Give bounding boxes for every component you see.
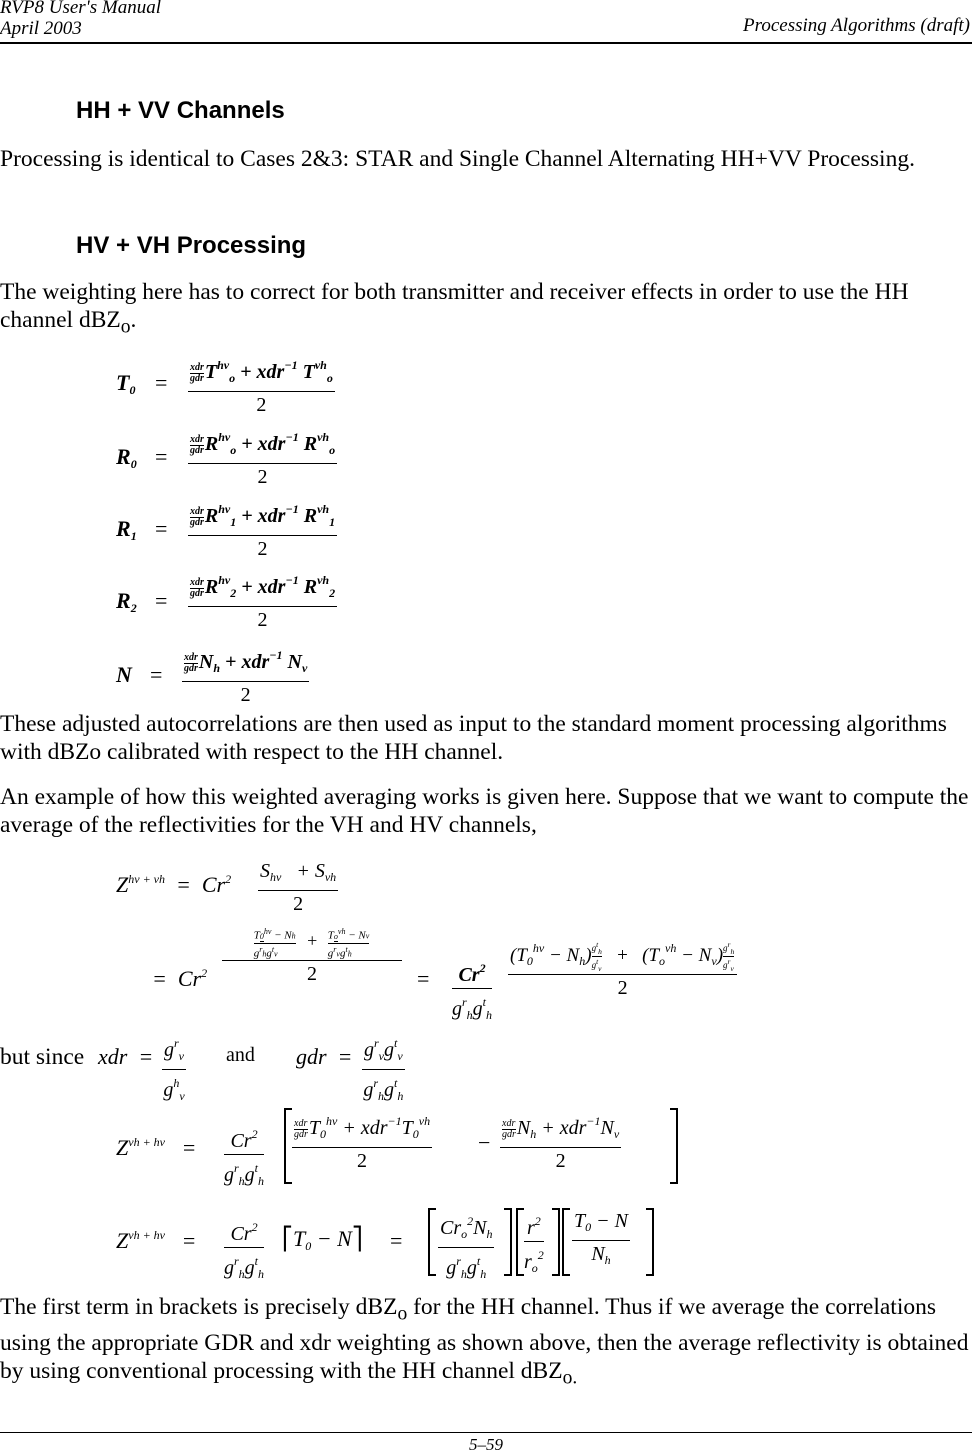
eq-t0-b: T <box>302 361 315 383</box>
eq-r2-xdr: xdr <box>190 576 204 588</box>
eq-zvh-gg: $g^r_hg^t_h$ <box>224 1161 265 1188</box>
eq-xdr-lhs: xdr = <box>98 1044 154 1069</box>
eq-zvh-left-bracket <box>284 1108 292 1184</box>
eq-n-lhs: N <box>116 662 132 687</box>
eq-t0-plus-xdr: + xdr <box>240 361 285 383</box>
eq-xdr-num: $g^r_v$ <box>164 1036 184 1063</box>
eq-r0-denominator: 2 <box>257 466 268 488</box>
eq-r0-gdr: gdr <box>190 444 204 456</box>
eq-r0-b-sup: vh <box>317 430 330 444</box>
eq-t0-lhs: T <box>116 370 130 395</box>
eq-r0-a: R <box>204 433 219 455</box>
eq-zfinal-gg: $g^r_hg^t_h$ <box>224 1254 265 1281</box>
paragraph-first-term-a: The first term in brackets is precisely dBZ <box>0 1294 398 1320</box>
eq-z-numerator: $S_{hv} + S_{vh}$ <box>260 860 337 884</box>
eq-r2-plus-xdr: + xdr <box>241 576 286 598</box>
eq-zvh-term1-two: 2 <box>357 1150 368 1172</box>
eq-r0-equals: = <box>155 444 168 469</box>
eq-zfinal-b1-den: $g^r_hg^t_h$ <box>446 1254 487 1281</box>
eq-gdr-den: $g^r_hg^t_h$ <box>363 1076 404 1103</box>
eq-zvh-term1-num: xdr gdr $T_0^{hv} + xdr^{-1}T_0^{vh}$ <box>294 1114 431 1141</box>
paragraph-adjusted: These adjusted autocorrelations are then used as input to the standard moment processing algorithms with dBZo calibrated with respect to the HH channel. <box>0 711 947 765</box>
eq-zfinal-b1-right <box>504 1208 512 1276</box>
paragraph-first-term <box>0 1293 972 1392</box>
eq-t0-denominator: 2 <box>256 394 267 416</box>
paragraph-first-term-sub2: o. <box>562 1367 578 1389</box>
eq-n-plus-xdr: + xdr <box>225 651 270 673</box>
eq-t0-b-sup: vh <box>314 358 327 372</box>
eq-zfinal-b3-right <box>646 1208 654 1276</box>
eq-xdr-den: $g^h_v$ <box>163 1076 185 1103</box>
eq-r0-plus-xdr: + xdr <box>241 433 286 455</box>
eq-r0-b: R <box>303 433 318 455</box>
eq-t0-equals: = <box>155 370 168 395</box>
eq-n-denominator: 2 <box>240 684 251 706</box>
paragraph-hvvh-sub: o <box>120 316 131 338</box>
header-manual-name: RVP8 User's Manual <box>0 0 161 18</box>
eq-z-line2-rhs-num: $(T_0^{hv} - N_h)$ $g^t_h$ $g^t_v$ + $(T_o^{vh} - N_v)$ $g^r_h$ $g^r_v$ <box>510 940 735 973</box>
eq-r0-xdr: xdr <box>190 433 204 445</box>
eq-t0-a-sub: o <box>229 371 236 385</box>
eq-r0-lhs: R <box>116 444 131 469</box>
eq-zfinal-b3-left <box>562 1208 570 1276</box>
eq-r2-denominator: 2 <box>257 609 268 631</box>
eq-r2-b: R <box>303 576 318 598</box>
paragraph-first-term-sub: o <box>397 1303 408 1325</box>
eq-r1-b: R <box>303 505 318 527</box>
eq-r2-equals: = <box>155 588 168 613</box>
eq-t0-gdr: gdr <box>190 372 204 384</box>
eq-n-xdr: xdr <box>184 651 198 663</box>
eq-t0-inv: −1 <box>284 358 298 372</box>
paragraph-hvvh <box>0 278 972 342</box>
eq-t0-a-sup: hv <box>217 358 230 372</box>
eq-r1-lhs-sub: 1 <box>130 529 137 543</box>
eq-gdr-num: $g^r_vg^t_v$ <box>364 1036 403 1063</box>
eq-r0-lhs-sub: 0 <box>130 457 137 471</box>
eq-zfinal-bracket-term: $⎡T_0$ − N⎤ <box>282 1226 363 1253</box>
header-manual-title <box>0 0 161 39</box>
eq-r2-inv: −1 <box>285 573 299 587</box>
paragraph-example: An example of how this weighted averaging works is given here. Suppose that we want to compute the average of the reflectivities for the VH and HV channels, <box>0 784 969 838</box>
eq-zfinal-equals: = <box>390 1228 403 1253</box>
eq-z-line2-two: 2 <box>307 963 317 986</box>
eq-r0-a-sup: hv <box>218 430 231 444</box>
eq-z-line2-rhs-two: 2 <box>617 977 628 999</box>
eq-r1-denominator: 2 <box>257 538 268 560</box>
eq-zvh-term2-two: 2 <box>555 1150 566 1172</box>
eq-zfinal-b2-right <box>552 1208 560 1276</box>
eq-zfinal-cr2: Cr$^2$ <box>230 1220 258 1245</box>
eq-r1-xdr: xdr <box>190 505 204 517</box>
section-heading-hhvv: HH + VV Channels <box>76 97 285 124</box>
eq-r1-gdr: gdr <box>190 516 204 528</box>
eq-r2-a: R <box>204 576 219 598</box>
eq-r2-b-sub: 2 <box>329 586 336 600</box>
section-heading-hvvh: HV + VH Processing <box>76 232 307 259</box>
eq-r1-equals: = <box>155 516 168 541</box>
eq-zfinal-b3-den: $N_h$ <box>591 1243 611 1267</box>
eq-r1-a: R <box>204 505 219 527</box>
eq-zvh-right-bracket <box>670 1108 678 1184</box>
header-rule <box>0 42 972 44</box>
eq-t0-xdr: xdr <box>190 361 204 373</box>
footer-rule <box>0 1432 972 1433</box>
eq-r1-plus-xdr: + xdr <box>241 505 286 527</box>
eq-z-line2-cr2: Cr$^2$ <box>458 961 486 986</box>
eq-n-b: N <box>287 651 302 673</box>
eq-zvh-cr2: Cr$^2$ <box>230 1127 258 1152</box>
eq-t0-b-sub: o <box>326 371 333 385</box>
eq-r2-lhs-sub: 2 <box>130 601 137 615</box>
eq-n-gdr: gdr <box>184 662 198 674</box>
eq-n-b-sub: v <box>301 661 308 675</box>
header-chapter-title: Processing Algorithms (draft) <box>743 15 970 36</box>
but-since-label: but since <box>0 1044 85 1070</box>
header-date: April 2003 <box>0 18 82 39</box>
eq-r0-a-sub: o <box>230 443 237 457</box>
eq-zvh-lhs: $Z^{vh + hv}$ = <box>116 1135 197 1160</box>
eq-r2-b-sup: vh <box>317 573 330 587</box>
eq-z-line2-numerator: $T0^{hv} - Nh$ $g^rhg^tv$ + $To^{vh} - Nv$ $g^rvg^th$ <box>253 927 370 960</box>
eq-t0-lhs-sub: 0 <box>129 383 136 397</box>
eq-zvh-term2-num: xdr gdr $N_h + xdr^{-1}N_v$ <box>502 1114 620 1141</box>
and-label: and <box>226 1044 255 1066</box>
eq-r0-b-sub: o <box>329 443 336 457</box>
eq-zfinal-b1-num: $Cr_o^2N_h$ <box>440 1214 493 1241</box>
eq-r1-b-sub: 1 <box>329 515 336 529</box>
eq-n-a: N <box>198 651 214 673</box>
eq-gdr-lhs: gdr = <box>296 1044 353 1069</box>
eq-z-line2-equals: = <box>417 966 430 991</box>
eq-r0-inv: −1 <box>285 430 299 444</box>
eq-r1-a-sup: hv <box>218 502 231 516</box>
eq-zfinal-lhs: $Z^{vh + hv}$ = <box>116 1228 197 1253</box>
eq-r2-lhs: R <box>116 588 131 613</box>
footer-page-number: 5–59 <box>469 1435 503 1454</box>
eq-zfinal-b2-den: $r_o^2$ <box>524 1248 544 1275</box>
equation-z-average: $Z^{hv + vh} = Cr^2$ <box>116 872 232 897</box>
paragraph-hvvh-text: The weighting here has to correct for both transmitter and receiver effects in order to use the HH channel dBZ <box>0 279 909 333</box>
eq-n-a-sub: h <box>213 661 221 675</box>
eq-zvh-minus: − <box>478 1130 491 1155</box>
paragraph-hhvv: Processing is identical to Cases 2&3: STAR and Single Channel Alternating HH+VV Processing. <box>0 146 915 172</box>
eq-r1-a-sub: 1 <box>230 515 237 529</box>
eq-zfinal-b2-num: $r^2$ <box>527 1214 541 1239</box>
eq-r2-a-sup: hv <box>218 573 231 587</box>
eq-zfinal-b3-num: $T_0 - N$ <box>574 1210 628 1234</box>
paragraph-hvvh-end: . <box>130 307 137 333</box>
eq-r2-gdr: gdr <box>190 587 204 599</box>
eq-r1-inv: −1 <box>285 502 299 516</box>
eq-z-line2-prefix: = Cr$^2$ <box>152 966 208 991</box>
eq-n-inv: −1 <box>269 648 283 662</box>
eq-r1-b-sup: vh <box>317 502 330 516</box>
paragraph-first-term-b: for the HH channel. Thus if we average the correlations using the appropriate GDR and xdr weighting as shown above, then the average reflectivity is obtained by using conventional processing with the HH channel dBZ <box>0 1294 969 1384</box>
eq-zfinal-b1-left <box>428 1208 436 1276</box>
eq-n-equals: = <box>150 662 163 687</box>
eq-zfinal-b2-left <box>516 1208 524 1276</box>
eq-r1-lhs: R <box>116 516 131 541</box>
eq-t0-a: T <box>204 361 218 383</box>
eq-z-line2-gg: $g^r_hg^t_h$ <box>452 995 493 1022</box>
eq-r2-a-sub: 2 <box>230 586 237 600</box>
eq-z-two: 2 <box>293 893 304 915</box>
